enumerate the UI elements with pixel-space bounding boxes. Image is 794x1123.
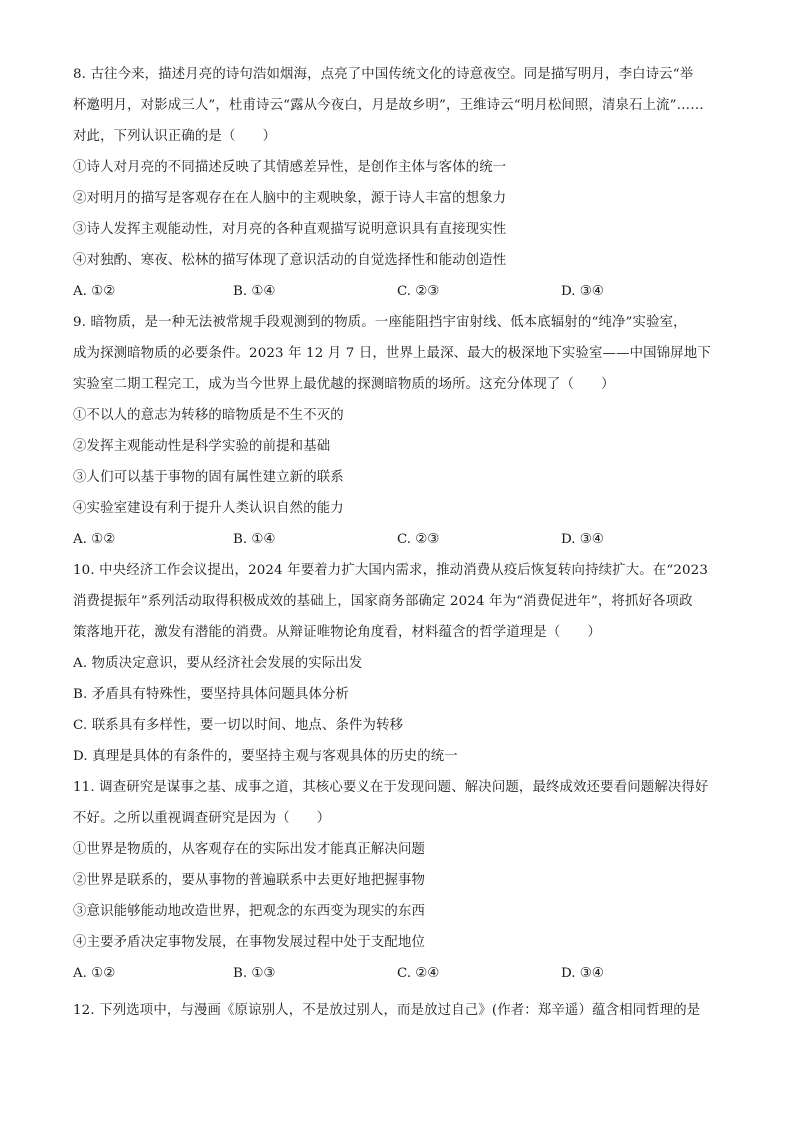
question-11-statement-4: ④主要矛盾决定事物发展，在事物发展过程中处于支配地位 xyxy=(73,935,426,950)
question-11-option-a: A. ①② xyxy=(73,966,116,981)
question-11-stem-line-1: 11. 调查研究是谋事之基、成事之道，其核心要义在于发现问题、解决问题，最终成效还要看问题解决得好 xyxy=(73,780,709,795)
question-8-statement-1: ①诗人对月亮的不同描述反映了其情感差异性，是创作主体与客体的统一 xyxy=(73,160,507,175)
question-8-statement-2: ②对明月的描写是客观存在在人脑中的主观映象，源于诗人丰富的想象力 xyxy=(73,191,507,206)
question-9-statement-2: ②发挥主观能动性是科学实验的前提和基础 xyxy=(73,439,331,454)
question-11-statement-2: ②世界是联系的，要从事物的普遍联系中去更好地把握事物 xyxy=(73,873,426,888)
question-8-options xyxy=(73,283,733,301)
question-11-option-d: D. ③④ xyxy=(561,966,604,981)
question-9-statement-1: ①不以人的意志为转移的暗物质是不生不灭的 xyxy=(73,408,344,423)
question-8-option-b: B. ①④ xyxy=(233,284,276,299)
question-11-option-c: C. ②④ xyxy=(397,966,440,981)
question-8-stem-line-2: 杯邀明月，对影成三人”，杜甫诗云“露从今夜白，月是故乡明”，王维诗云“明月松间照，清泉石上流”…… xyxy=(73,98,704,113)
question-8-option-a: A. ①② xyxy=(73,284,116,299)
question-10-stem-line-2: 消费提振年”系列活动取得积极成效的基础上，国家商务部确定 2024 年为“消费促进年”，将抓好各项政 xyxy=(73,594,693,609)
question-9-options xyxy=(73,531,733,549)
question-10-stem-line-1: 10. 中央经济工作会议提出，2024 年要着力扩大国内需求，推动消费从疫后恢复转向持续扩大。在“2023 xyxy=(73,563,708,578)
question-8-option-d: D. ③④ xyxy=(561,284,604,299)
question-10-option-d: D. 真理是具体的有条件的，要坚持主观与客观具体的历史的统一 xyxy=(73,749,458,764)
question-11-statement-1: ①世界是物质的，从客观存在的实际出发才能真正解决问题 xyxy=(73,842,426,857)
question-10-option-c: C. 联系具有多样性，要一切以时间、地点、条件为转移 xyxy=(73,718,404,733)
question-10-option-a: A. 物质决定意识，要从经济社会发展的实际出发 xyxy=(73,656,363,671)
question-9-stem-line-1: 9. 暗物质，是一种无法被常规手段观测到的物质。一座能阻挡宇宙射线、低本底辐射的“纯净”实验室， xyxy=(73,315,687,330)
question-8-statement-4: ④对独酌、寒夜、松林的描写体现了意识活动的自觉选择性和能动创造性 xyxy=(73,253,507,268)
question-9-option-c: C. ②③ xyxy=(397,532,440,547)
question-8-option-c: C. ②③ xyxy=(397,284,440,299)
question-9-statement-4: ④实验室建设有利于提升人类认识自然的能力 xyxy=(73,501,344,516)
question-9-stem-line-2: 成为探测暗物质的必要条件。2023 年 12 月 7 日，世界上最深、最大的极深地下实验室——中国锦屏地下 xyxy=(73,346,711,361)
question-11-option-b: B. ①③ xyxy=(233,966,276,981)
question-11-statement-3: ③意识能够能动地改造世界，把观念的东西变为现实的东西 xyxy=(73,904,426,919)
question-12-stem-line-1: 12. 下列选项中，与漫画《原谅别人，不是放过别人，而是放过自己》(作者：郑辛遥）蕴含相同哲理的是 xyxy=(73,1003,701,1018)
question-11-stem-line-2: 不好。之所以重视调查研究是因为（ ） xyxy=(73,811,331,826)
question-9-option-a: A. ①② xyxy=(73,532,116,547)
question-10-stem-line-3: 策落地开花，激发有潜能的消费。从辩证唯物论角度看，材料蕴含的哲学道理是（ ） xyxy=(73,625,602,640)
question-8-statement-3: ③诗人发挥主观能动性，对月亮的各种直观描写说明意识具有直接现实性 xyxy=(73,222,507,237)
question-9-option-d: D. ③④ xyxy=(561,532,604,547)
question-8-stem-line-1: 8. 古往今来，描述月亮的诗句浩如烟海，点亮了中国传统文化的诗意夜空。同是描写明月，李白诗云“举 xyxy=(73,67,694,82)
question-10-option-b: B. 矛盾具有特殊性，要坚持具体问题具体分析 xyxy=(73,687,350,702)
question-11-options xyxy=(73,965,733,983)
question-9-option-b: B. ①④ xyxy=(233,532,276,547)
question-9-stem-line-3: 实验室二期工程完工，成为当今世界上最优越的探测暗物质的场所。这充分体现了（ ） xyxy=(73,377,615,392)
question-8-stem-line-3: 对此，下列认识正确的是（ ） xyxy=(73,129,277,144)
question-9-statement-3: ③人们可以基于事物的固有属性建立新的联系 xyxy=(73,470,344,485)
